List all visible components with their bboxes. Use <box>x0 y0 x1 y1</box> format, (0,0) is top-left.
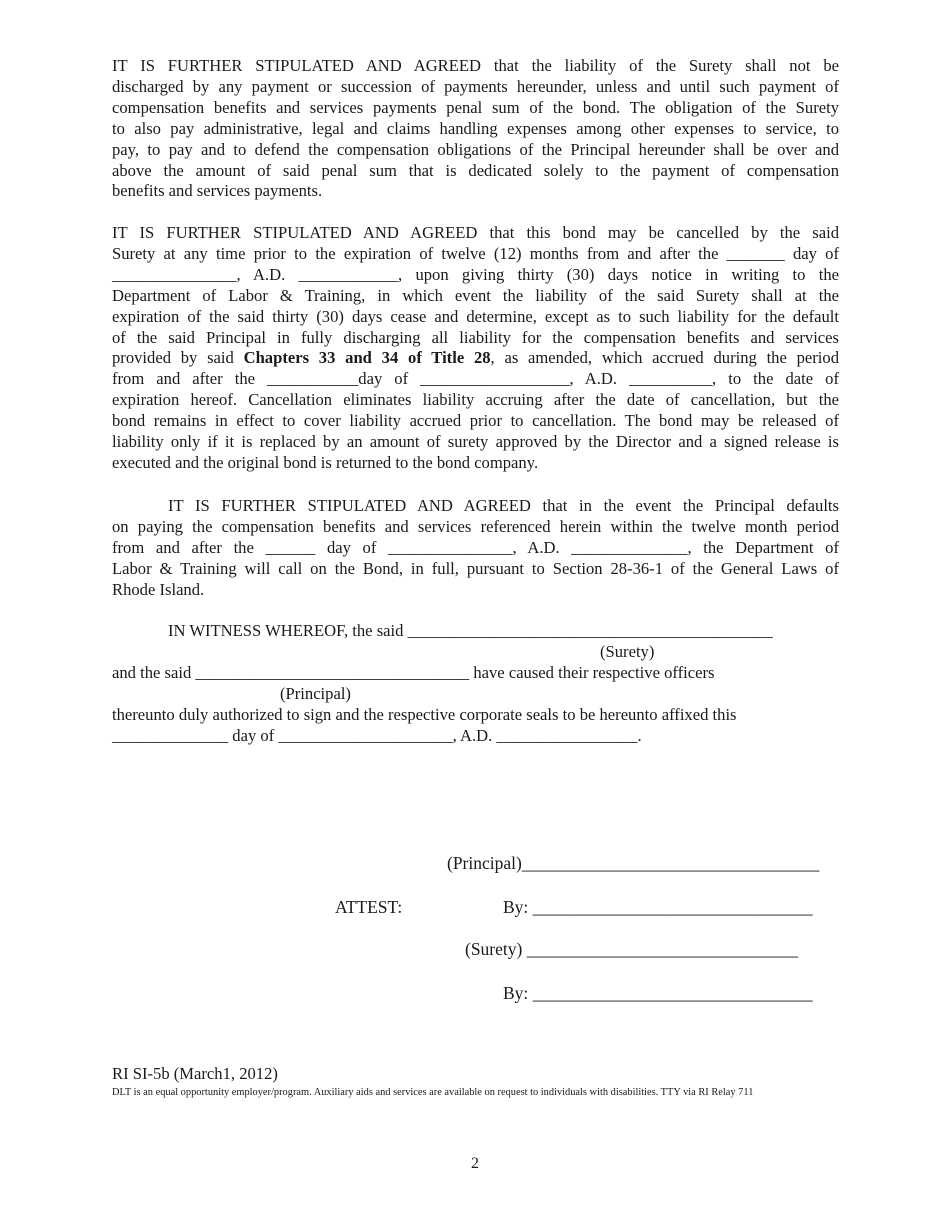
attest-label: ATTEST: <box>335 897 403 917</box>
surety-signature-line: (Surety) _______________________________ <box>465 939 798 959</box>
paragraph-line: from and after the ______ day of _______________, A.D. ______________, the Department of <box>112 537 839 557</box>
principal-caption: (Principal) <box>280 684 351 703</box>
paragraph-line: liability only if it is replaced by an amount of surety approved by the Director and a signed release is <box>112 432 839 452</box>
paragraph-line: Department of Labor & Training, in which event the liability of the said Surety shall at the <box>112 285 839 305</box>
paragraph-line: benefits and services payments. <box>112 181 323 201</box>
statute-intro: provided by said <box>112 348 244 368</box>
paragraph-line: compensation benefits and services payments penal sum of the bond. The obligation of the Surety <box>112 97 839 117</box>
paragraph-line: Rhode Island. <box>112 579 205 599</box>
principal-by-signature-line: By: ________________________________ <box>503 897 813 917</box>
paragraph-line: IT IS FURTHER STIPULATED AND AGREED that in the event the Principal defaults <box>168 496 839 515</box>
witness-principal-line: and the said _________________________________ have caused their respective officers <box>112 663 715 682</box>
paragraph-line: IT IS FURTHER STIPULATED AND AGREED that the liability of the Surety shall not be <box>112 56 839 75</box>
paragraph-line: to also pay administrative, legal and claims handling expenses among other expenses to service, to <box>112 118 839 138</box>
paragraph-line <box>112 348 839 369</box>
principal-signature-line: (Principal)__________________________________ <box>447 853 820 873</box>
cancellation-paragraph <box>112 223 839 474</box>
paragraph-line: pay, to pay and to defend the compensation obligations of the Principal hereunder shall be over and <box>112 139 839 159</box>
default-paragraph <box>112 496 839 601</box>
paragraph-line: above the amount of said penal sum that is dedicated solely to the payment of compensation <box>112 160 839 180</box>
paragraph-line: expiration hereof. Cancellation eliminates liability accruing after the date of cancellation, but the <box>112 390 839 410</box>
paragraph-line: from and after the ___________day of __________________, A.D. __________, to the date of <box>112 369 839 389</box>
paragraph-line: expiration of the said thirty (30) days cease and determine, except as to such liability for the default <box>112 306 839 326</box>
paragraph-line: Labor & Training will call on the Bond, in full, pursuant to Section 28-36-1 of the General Laws of <box>112 558 839 578</box>
surety-caption: (Surety) <box>600 642 655 661</box>
witness-surety-line: IN WITNESS WHEREOF, the said ____________________________________________ <box>168 621 773 640</box>
equal-opportunity-notice: DLT is an equal opportunity employer/program. Auxiliary aids and services are available on request to individuals with disabilities. TTY via RI Relay 711 <box>112 1087 754 1098</box>
paragraph-line: discharged by any payment or succession of payments hereunder, unless and until such payment of <box>112 76 839 96</box>
form-identifier: RI SI-5b (March1, 2012) <box>112 1064 278 1083</box>
witness-authorization-line: thereunto duly authorized to sign and the respective corporate seals to be hereunto affixed this <box>112 705 737 724</box>
paragraph-line: executed and the original bond is returned to the bond company. <box>112 452 539 472</box>
paragraph-line: _______________, A.D. ____________, upon giving thirty (30) days notice in writing to the <box>112 264 839 284</box>
statute-tail: , as amended, which accrued during the period <box>490 348 839 368</box>
page-number: 2 <box>471 1155 479 1172</box>
paragraph-line: Surety at any time prior to the expiration of twelve (12) months from and after the _______ day of <box>112 243 839 263</box>
statute-reference: Chapters 33 and 34 of Title 28 <box>243 348 491 368</box>
paragraph-line: bond remains in effect to cover liability accrued prior to cancellation. The bond may be released of <box>112 411 839 431</box>
paragraph-line: of the said Principal in fully discharging all liability for the compensation benefits and services <box>112 327 839 347</box>
paragraph-line: IT IS FURTHER STIPULATED AND AGREED that this bond may be cancelled by the said <box>112 223 839 242</box>
paragraph-line: on paying the compensation benefits and services referenced herein within the twelve month period <box>112 516 839 536</box>
surety-by-signature-line: By: ________________________________ <box>503 983 813 1003</box>
liability-paragraph <box>112 56 839 202</box>
witness-date-line: ______________ day of _____________________, A.D. _________________. <box>112 726 642 745</box>
